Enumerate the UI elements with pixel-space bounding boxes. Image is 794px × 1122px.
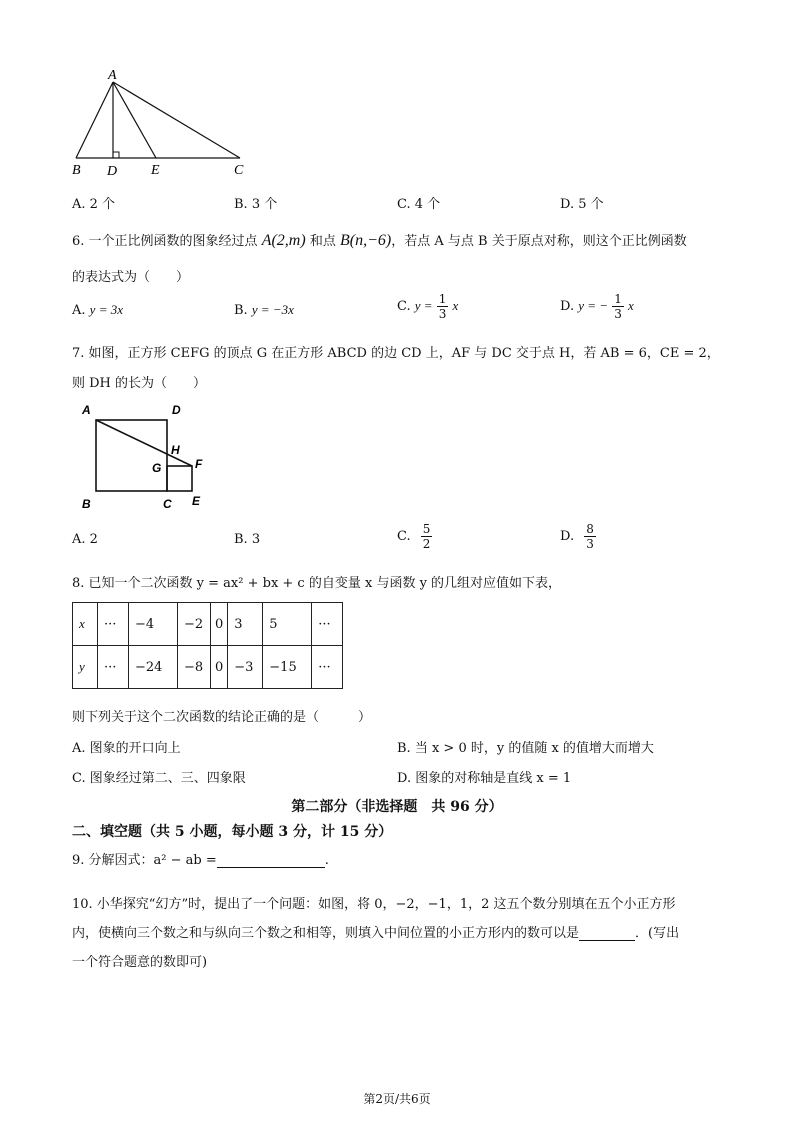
- label-d: D: [107, 164, 118, 179]
- q7-line2: 则 DH 的长为（ ）: [72, 376, 207, 391]
- label-a: A: [82, 403, 91, 417]
- q7-option-d-label: D.: [560, 529, 575, 544]
- label-b: B: [82, 497, 91, 511]
- square-cefg: [167, 466, 192, 491]
- label-g: G: [152, 461, 162, 475]
- q6-option-c: [397, 292, 458, 321]
- q6-option-b-label: B.: [234, 303, 248, 318]
- q5-option-c: C. 4 个: [397, 197, 441, 212]
- label-c: C: [163, 497, 172, 511]
- fraction-numerator: 8: [586, 522, 594, 536]
- table-cell: −4: [129, 603, 178, 646]
- table-cell: x: [73, 603, 98, 646]
- table-cell: −2: [178, 603, 211, 646]
- q7-option-a: A. 2: [72, 532, 98, 547]
- q6-option-d: [560, 292, 634, 321]
- q6-option-d-label: D.: [560, 299, 575, 314]
- q8-line1: 8. 已知一个二次函数 y = ax² + bx + c 的自变量 x 与函数 y 的几组对应值如下表，: [72, 576, 562, 591]
- q8-option-d: D. 图象的对称轴是直线 x = 1: [397, 771, 572, 786]
- label-d: D: [172, 403, 181, 417]
- q6-option-d-fraction: [612, 292, 624, 321]
- label-e: E: [192, 494, 201, 508]
- fraction-denominator: 2: [422, 537, 431, 551]
- q6-option-a-label: A.: [72, 303, 86, 318]
- fraction-denominator: 3: [438, 307, 447, 321]
- squares-figure: [74, 400, 224, 515]
- q6-text2: ，若点 A 与点 B 关于原点对称，则这个正比例函数: [391, 234, 687, 249]
- table-cell: 5: [263, 603, 312, 646]
- table-cell: ···: [98, 646, 129, 689]
- q7-option-b: B. 3: [234, 532, 261, 547]
- q9-answer-blank[interactable]: [217, 853, 325, 868]
- q6-option-a: [72, 302, 123, 318]
- q5-option-b: B. 3 个: [234, 197, 278, 212]
- q6-line2: 的表达式为（ ）: [72, 270, 190, 285]
- segment-ae: [113, 82, 156, 158]
- square-abcd: [96, 420, 167, 491]
- q6-option-c-post: x: [452, 298, 459, 313]
- right-angle-mark: [113, 152, 119, 158]
- q10-line3: 一个符合题意的数即可): [72, 955, 208, 970]
- fraction-denominator: 3: [586, 537, 594, 551]
- table-cell: −8: [178, 646, 211, 689]
- table-cell: −15: [263, 646, 312, 689]
- q7-option-c-label: C.: [397, 529, 411, 544]
- section2-title: 二、填空题（共 5 小题，每小题 3 分，计 15 分）: [72, 824, 393, 840]
- q6-option-c-pre: y =: [414, 298, 433, 313]
- table-row-x: [73, 603, 343, 646]
- fraction-numerator: 5: [422, 522, 431, 536]
- q7-option-c-fraction: [421, 522, 433, 551]
- table-cell: 3: [228, 603, 263, 646]
- q6-option-b-expr: y = −3x: [251, 302, 294, 317]
- q7-line1: 7. 如图，正方形 CEFG 的顶点 G 在正方形 ABCD 的边 CD 上，AF 与 DC 交于点 H，若 AB = 6，CE = 2，: [72, 346, 720, 361]
- table-cell: ···: [98, 603, 129, 646]
- triangle-figure: [66, 62, 266, 182]
- fraction-numerator: 1: [614, 292, 622, 306]
- q6-option-b: [234, 302, 294, 318]
- table-cell: 0: [211, 603, 228, 646]
- q5-option-d: D. 5 个: [560, 197, 604, 212]
- q7-option-c: [397, 522, 432, 551]
- q7-option-d-fraction: [584, 522, 596, 551]
- q6-option-c-label: C.: [397, 299, 411, 314]
- table-cell: −3: [228, 646, 263, 689]
- q6-and: 和点: [309, 234, 336, 249]
- table-cell: 0: [211, 646, 228, 689]
- label-e: E: [151, 163, 160, 178]
- part2-heading: 第二部分（非选择题 共 96 分）: [291, 799, 503, 815]
- q6-option-d-pre: y = −: [578, 298, 609, 313]
- fraction-denominator: 3: [614, 307, 622, 321]
- segment-ac: [113, 82, 240, 158]
- q6-point-a: A(2,m): [261, 232, 306, 249]
- table-row-y: [73, 646, 343, 689]
- q9-line: [72, 849, 329, 868]
- q8-option-c: C. 图象经过第二、三、四象限: [72, 771, 246, 786]
- q8-line2: 则下列关于这个二次函数的结论正确的是（ ）: [72, 710, 372, 725]
- q6-text1: 一个正比例函数的图象经过点: [88, 234, 258, 249]
- page-footer: 第2页/共6页: [363, 1092, 431, 1106]
- fraction-numerator: 1: [438, 292, 447, 306]
- q10-end: ．(写出: [635, 926, 680, 941]
- q6-number: 6.: [72, 234, 85, 249]
- q10-answer-blank[interactable]: [579, 926, 635, 941]
- q6-point-b: B(n,−6): [339, 232, 392, 249]
- q8-option-b: B. 当 x > 0 时，y 的值随 x 的值增大而增大: [397, 741, 654, 756]
- label-f: F: [195, 457, 203, 471]
- q6-option-c-fraction: [437, 292, 449, 321]
- q5-option-a: A. 2 个: [72, 197, 116, 212]
- q7-option-d: [560, 522, 596, 551]
- label-c: C: [234, 163, 244, 178]
- q6-option-d-post: x: [627, 298, 634, 313]
- value-table: [72, 602, 343, 689]
- table-cell: ···: [312, 603, 343, 646]
- q9-text: 9. 分解因式：a² − ab =: [72, 853, 217, 868]
- q6-line1: [72, 230, 687, 250]
- q6-option-a-expr: y = 3x: [89, 302, 123, 317]
- q10-text: 内，使横向三个数之和与纵向三个数之和相等，则填入中间位置的小正方形内的数可以是: [72, 926, 580, 941]
- table-cell: ···: [312, 646, 343, 689]
- q10-line1: 10. 小华探究“幻方”时，提出了一个问题：如图，将 0，−2，−1，1，2 这五个数分别填在五个小正方形: [72, 897, 676, 912]
- q8-option-a: A. 图象的开口向上: [72, 741, 181, 756]
- q9-end: .: [324, 853, 329, 868]
- segment-ab: [76, 82, 113, 158]
- label-h: H: [171, 443, 180, 457]
- label-b: B: [72, 163, 81, 178]
- table-cell: y: [73, 646, 98, 689]
- table-cell: −24: [129, 646, 178, 689]
- q10-line2: [72, 922, 679, 941]
- label-a: A: [108, 68, 117, 83]
